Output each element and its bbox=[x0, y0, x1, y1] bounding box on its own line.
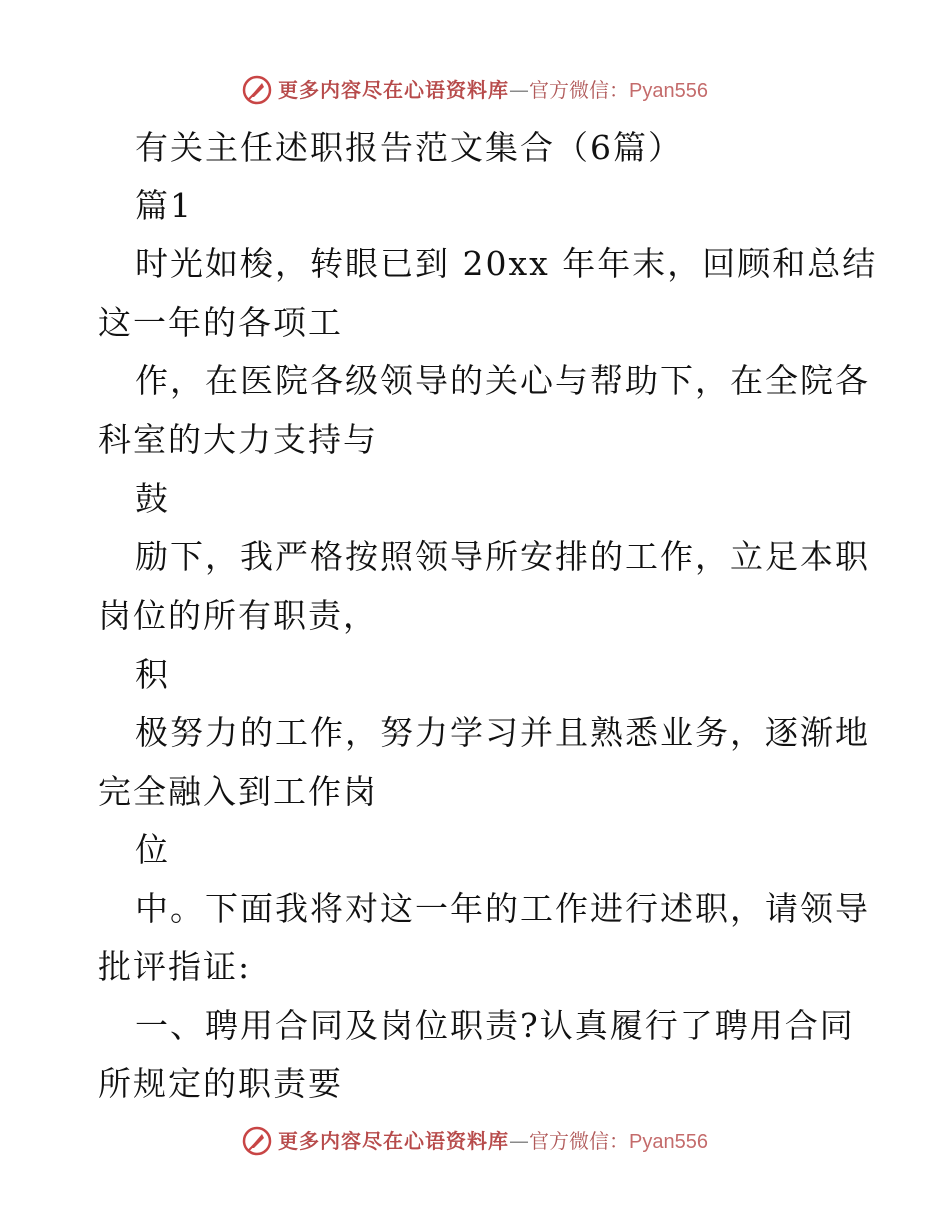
paragraph-line: 批评指证: bbox=[98, 947, 252, 986]
paragraph-line: 极努力的工作，努力学习并且熟悉业务，逐渐地 bbox=[135, 713, 870, 752]
paragraph-line: 完全融入到工作岗 bbox=[98, 772, 378, 811]
paragraph-line: 这一年的各项工 bbox=[98, 303, 343, 342]
document-title: 有关主任述职报告范文集合（6篇） bbox=[135, 128, 683, 167]
paragraph-line: 励下，我严格按照领导所安排的工作，立足本职 bbox=[135, 537, 870, 576]
feather-logo-icon bbox=[242, 75, 272, 105]
banner-dash: — bbox=[509, 78, 530, 102]
paragraph-line: 鼓 bbox=[135, 479, 170, 518]
paragraph-line: 时光如梭，转眼已到 20xx 年年末，回顾和总结 bbox=[135, 244, 878, 283]
banner-wechat-id: Pyan556 bbox=[629, 80, 708, 102]
paragraph-line: 积 bbox=[135, 655, 170, 694]
feather-logo-icon bbox=[242, 1126, 272, 1156]
paragraph-line: 中。下面我将对这一年的工作进行述职，请领导 bbox=[135, 889, 870, 928]
paragraph-line: 科室的大力支持与 bbox=[98, 420, 378, 459]
banner-official-label: 官方微信： bbox=[529, 1129, 630, 1153]
paragraph-line: 岗位的所有职责， bbox=[98, 596, 378, 635]
paragraph-line: 位 bbox=[135, 830, 170, 869]
paragraph-line: 作，在医院各级领导的关心与帮助下，在全院各 bbox=[135, 361, 870, 400]
banner-dash: — bbox=[509, 1129, 530, 1153]
section-heading: 篇1 bbox=[135, 186, 193, 225]
banner-wechat-id: Pyan556 bbox=[629, 1131, 708, 1153]
paragraph-line: 所规定的职责要 bbox=[98, 1064, 343, 1103]
banner-official-label: 官方微信： bbox=[529, 78, 630, 102]
header-banner bbox=[0, 74, 950, 105]
banner-site-text: 更多内容尽在心语资料库 bbox=[278, 1129, 510, 1153]
footer-banner bbox=[0, 1125, 950, 1156]
banner-site-text: 更多内容尽在心语资料库 bbox=[278, 78, 510, 102]
paragraph-line: 一、聘用合同及岗位职责?认真履行了聘用合同 bbox=[135, 1006, 855, 1045]
